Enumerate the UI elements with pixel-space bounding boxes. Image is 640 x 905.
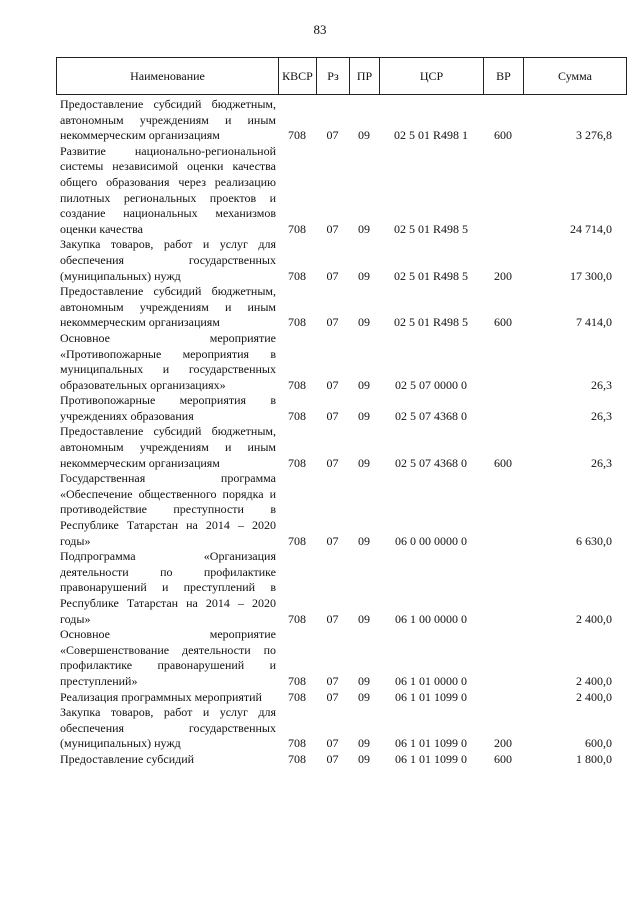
row-name: Реализация программных мероприятий [60,689,262,704]
row-name: Закупка товаров, работ и услуг для обеспечения государственных (муниципальных) нужд [60,705,276,751]
row-kvsr: 708 [288,533,306,548]
row-sum: 1 800,0 [576,751,612,766]
row-kvsr: 708 [288,221,306,236]
row-csr: 06 1 00 0000 0 [395,611,467,626]
page-number: 83 [313,22,327,37]
row-rz: 07 [326,408,339,423]
row-pr: 09 [358,611,370,626]
row-name: Подпрограмма «Организация деятельности по профилактике правонарушений и преступлений в Республике Татарстан на 2014 – 2020 годы» [60,549,276,626]
row-kvsr: 708 [288,689,306,704]
row-pr: 09 [358,408,370,423]
table-row [56,97,626,144]
row-pr: 09 [358,751,370,766]
row-rz: 07 [326,455,339,470]
row-kvsr: 708 [288,751,306,766]
row-vr [483,549,523,627]
table-row [56,393,626,424]
row-sum: 2 400,0 [576,673,612,688]
row-sum: 3 276,8 [576,128,612,143]
row-pr: 09 [358,533,370,548]
row-rz: 07 [326,611,339,626]
table-row [56,752,626,768]
row-pr: 09 [358,455,370,470]
table-row [56,705,626,752]
row-kvsr: 708 [288,736,306,751]
row-name: Развитие национально-региональной системы независимой оценки качества общего образования через реализацию пилотных региональных проектов и создание национальных механизмов оценки качества [60,143,276,236]
row-name: Противопожарные мероприятия в учреждениях образования [60,393,276,423]
table-row [56,284,626,331]
row-rz: 07 [326,751,339,766]
row-csr: 06 0 00 0000 0 [395,533,467,548]
row-sum: 600,0 [585,736,612,751]
row-kvsr: 708 [288,128,306,143]
row-sum: 6 630,0 [576,533,612,548]
row-pr: 09 [358,377,370,392]
row-rz: 07 [326,315,339,330]
row-kvsr: 708 [288,611,306,626]
table-row [56,237,626,284]
row-pr: 09 [358,315,370,330]
row-vr: 600 [494,751,512,766]
table-row [56,471,626,549]
row-vr [483,690,523,706]
row-kvsr: 708 [288,377,306,392]
row-sum: 7 414,0 [576,315,612,330]
row-rz: 07 [326,673,339,688]
column-header-kvsr: КВСР [279,58,317,95]
table-row [56,627,626,689]
row-vr: 600 [494,315,512,330]
column-header-pr: ПР [350,58,380,95]
row-csr: 02 5 07 4368 0 [395,455,467,470]
row-rz: 07 [326,268,339,283]
row-rz: 07 [326,736,339,751]
row-csr: 02 5 01 R498 5 [393,221,468,236]
row-name: Предоставление субсидий бюджетным, автономным учреждениям и иным некоммерческим организациям [60,284,276,330]
row-csr: 02 5 01 R498 5 [393,268,468,283]
row-vr [483,331,523,393]
table-row [56,424,626,471]
row-csr: 06 1 01 1099 0 [395,689,467,704]
column-header-rz: Рз [317,58,350,95]
row-vr: 600 [494,455,512,470]
row-kvsr: 708 [288,315,306,330]
row-kvsr: 708 [288,673,306,688]
row-pr: 09 [358,221,370,236]
row-vr [483,144,523,238]
row-vr [483,627,523,689]
row-pr: 09 [358,736,370,751]
row-name: Государственная программа «Обеспечение общественного порядка и противодействие преступности в Республике Татарстан на 2014 – 2020 годы» [60,471,276,548]
row-sum: 17 300,0 [570,268,612,283]
table-body [56,97,626,768]
row-sum: 26,3 [591,455,612,470]
table-row [56,331,626,393]
row-kvsr: 708 [288,268,306,283]
table-header [56,57,627,95]
row-kvsr: 708 [288,408,306,423]
row-name: Предоставление субсидий [60,751,195,766]
row-name: Предоставление субсидий бюджетным, автономным учреждениям и иным некоммерческим организациям [60,97,276,143]
row-vr [483,393,523,424]
row-pr: 09 [358,673,370,688]
row-vr: 200 [494,736,512,751]
row-rz: 07 [326,221,339,236]
row-rz: 07 [326,689,339,704]
row-csr: 02 5 01 R498 5 [393,315,468,330]
column-header-vr: ВР [484,58,524,95]
row-csr: 02 5 01 R498 1 [393,128,468,143]
table-row [56,144,626,238]
row-csr: 06 1 01 1099 0 [395,751,467,766]
row-rz: 07 [326,533,339,548]
row-sum: 26,3 [591,377,612,392]
row-sum: 24 714,0 [570,221,612,236]
row-csr: 06 1 01 1099 0 [395,736,467,751]
row-rz: 07 [326,377,339,392]
table-row [56,549,626,627]
row-sum: 2 400,0 [576,611,612,626]
row-name: Закупка товаров, работ и услуг для обеспечения государственных (муниципальных) нужд [60,237,276,283]
row-rz: 07 [326,128,339,143]
row-vr: 200 [494,268,512,283]
row-vr: 600 [494,128,512,143]
row-pr: 09 [358,268,370,283]
row-sum: 26,3 [591,408,612,423]
table-row [56,690,626,706]
row-name: Предоставление субсидий бюджетным, автономным учреждениям и иным некоммерческим организациям [60,424,276,470]
row-csr: 06 1 01 0000 0 [395,673,467,688]
row-name: Основное мероприятие «Совершенствование деятельности по профилактике правонарушений и преступлений» [60,627,276,688]
column-header-csr: ЦСР [380,58,484,95]
row-csr: 02 5 07 4368 0 [395,408,467,423]
column-header-sum: Сумма [524,58,627,95]
row-pr: 09 [358,128,370,143]
row-kvsr: 708 [288,455,306,470]
row-vr [483,471,523,549]
row-pr: 09 [358,689,370,704]
row-csr: 02 5 07 0000 0 [395,377,467,392]
row-name: Основное мероприятие «Противопожарные мероприятия в муниципальных и государственных образовательных организациях» [60,330,276,392]
row-sum: 2 400,0 [576,689,612,704]
column-header-name: Наименование [57,58,279,95]
